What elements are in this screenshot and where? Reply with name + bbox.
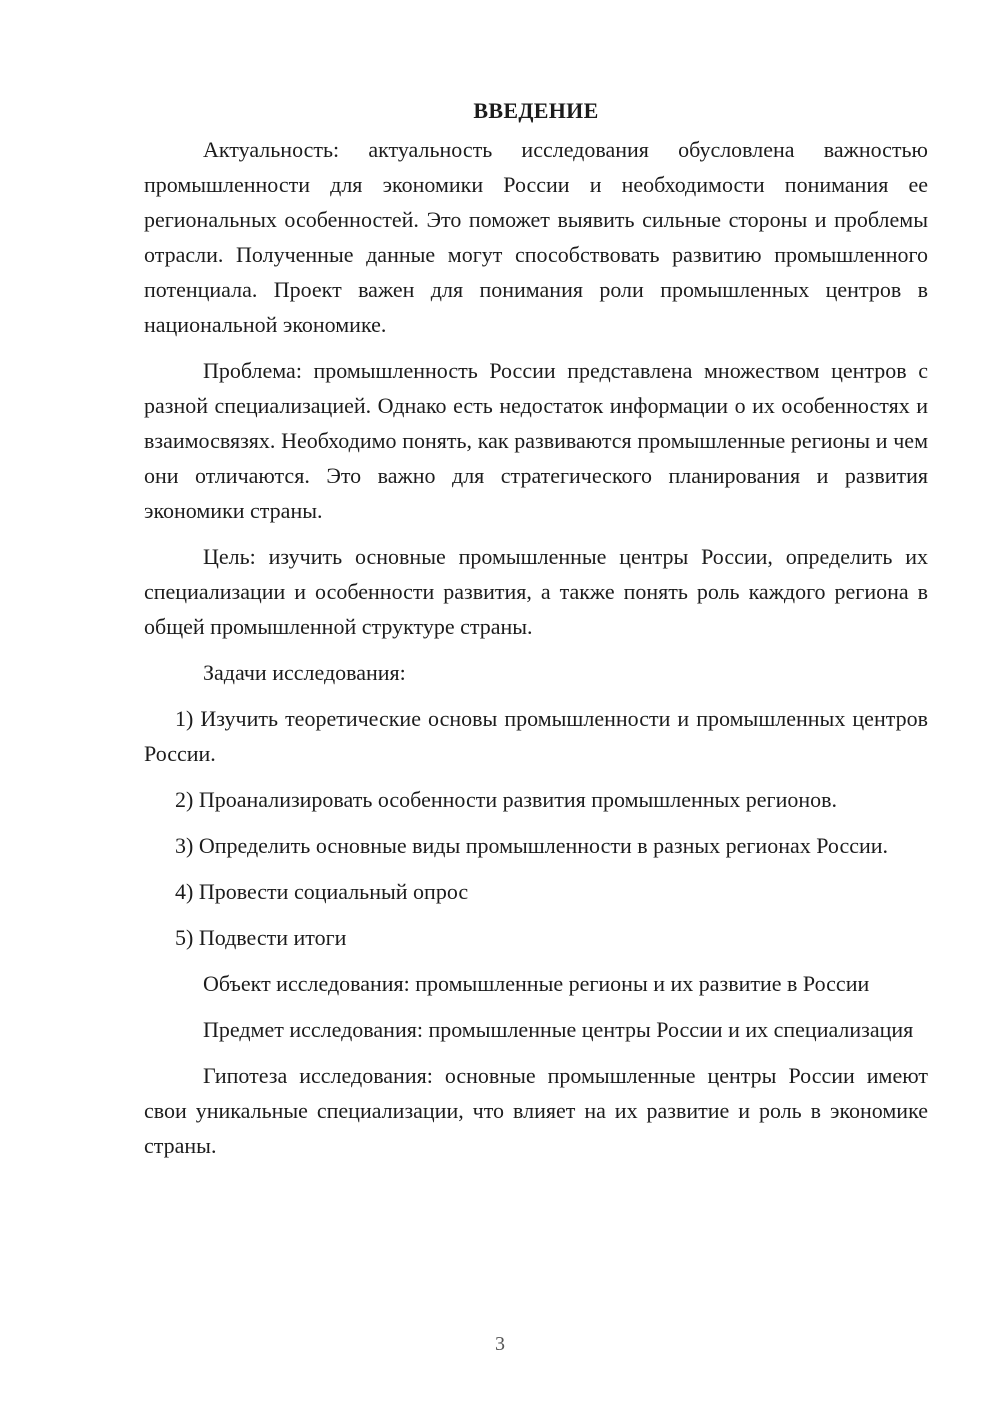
task-item-2: 2) Проанализировать особенности развития промышленных регионов. xyxy=(175,787,838,812)
goal-paragraph: Цель: изучить основные промышленные центры России, определить их специализации и особенности развития, а также понять роль каждого региона в общей промышленной структуре страны. xyxy=(144,544,928,639)
problem-paragraph: Проблема: промышленность России представлена множеством центров с разной специализацией. Однако есть недостаток информации о их особенностях и взаимосвязях. Необходимо понять, как развиваются промышленные регионы и чем они отличаются. Это важно для стратегического планирования и развития экономики страны. xyxy=(144,358,928,523)
object-paragraph: Объект исследования: промышленные регионы и их развитие в России xyxy=(203,971,870,996)
page-number: 3 xyxy=(495,1333,505,1355)
task-item-5: 5) Подвести итоги xyxy=(175,925,347,950)
task-item-4: 4) Провести социальный опрос xyxy=(175,879,469,904)
page-title: ВВЕДЕНИЕ xyxy=(473,98,599,123)
task-item-1: 1) Изучить теоретические основы промышленности и промышленных центров России. xyxy=(144,706,928,766)
tasks-heading: Задачи исследования: xyxy=(203,660,406,685)
task-item-3: 3) Определить основные виды промышленности в разных регионах России. xyxy=(175,833,889,858)
document-page xyxy=(144,96,928,1174)
subject-paragraph: Предмет исследования: промышленные центры России и их специализация xyxy=(203,1017,914,1042)
relevance-paragraph: Актуальность: актуальность исследования обусловлена важностью промышленности для экономики России и необходимости понимания ее региональных особенностей. Это поможет выявить сильные стороны и проблемы отрасли. Полученные данные могут способствовать развитию промышленного потенциала. Проект важен для понимания роли промышленных центров в национальной экономике. xyxy=(144,137,928,337)
hypothesis-paragraph: Гипотеза исследования: основные промышленные центры России имеют свои уникальные специализации, что влияет на их развитие и роль в экономике страны. xyxy=(144,1063,928,1158)
